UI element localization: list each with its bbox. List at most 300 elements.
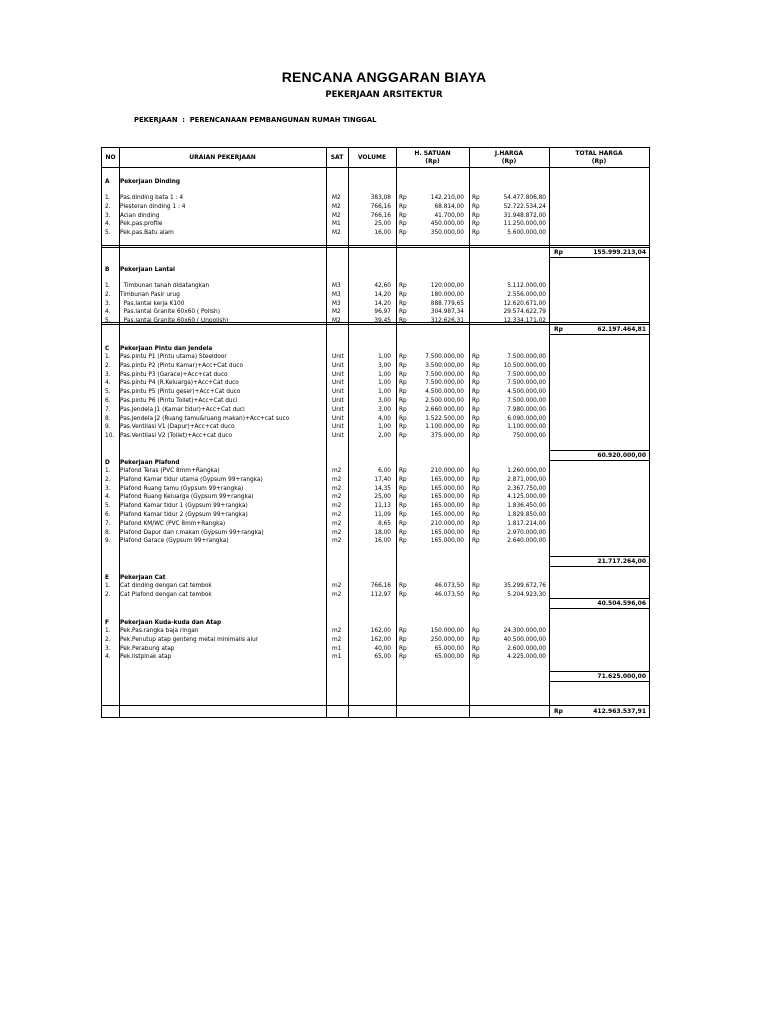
item-description: Pas.pintu P2 (Pintu Kamar)+Acc+Cat duco: [120, 362, 243, 369]
item-currency: Rp: [399, 230, 407, 237]
item-unit-price: 165.000,00: [430, 476, 464, 483]
item-description: Plesteran dinding 1 : 4: [120, 203, 186, 210]
item-amount: 1.829.850,00: [507, 512, 546, 518]
item-description: Pas.Ventilasi V1 (Dapur)+Acc+cat duco: [120, 424, 235, 431]
item-description: Plafond Garace (Gypsum 99+rangka): [120, 538, 229, 545]
subtotal-divider: [549, 257, 649, 258]
item-currency: Rp: [399, 485, 407, 492]
item-unit: m2: [332, 476, 342, 483]
item-volume: 14,20: [374, 300, 391, 307]
item-unit: M2: [332, 203, 341, 210]
subtotal-divider: [549, 671, 649, 672]
item-amount: 4.125.000,00: [507, 494, 546, 501]
table-row: [102, 423, 649, 432]
item-number: 6.: [105, 512, 111, 518]
item-description: Timbunan Pasir urug: [120, 291, 180, 298]
item-number: 3.: [105, 212, 111, 219]
item-unit: m1: [332, 645, 342, 652]
item-unit-price: 165.000,00: [430, 485, 464, 492]
item-number: 3.: [105, 371, 111, 378]
item-volume: 18,00: [374, 529, 391, 536]
item-number: 8.: [105, 529, 111, 536]
item-amount: 2.600.000,00: [507, 645, 546, 652]
item-volume: 112,97: [370, 591, 391, 598]
item-description: Timbunan tanah didatangkan: [120, 283, 210, 289]
item-unit-price: 65.000,00: [434, 645, 464, 652]
item-currency: Rp: [399, 415, 407, 422]
item-currency: Rp: [472, 212, 480, 219]
item-unit: Unit: [332, 415, 344, 422]
item-volume: 25,00: [374, 494, 391, 501]
item-unit: m2: [332, 512, 342, 518]
item-unit: m1: [332, 654, 342, 661]
item-unit: m2: [332, 591, 342, 598]
subtotal-divider: [102, 322, 649, 323]
item-description: Pek.Penutup atap genteng metal minimalis alur: [120, 636, 259, 643]
grand-total-divider: [102, 705, 649, 706]
item-volume: 6,00: [378, 468, 391, 474]
item-number: 1.: [105, 468, 111, 474]
subtotal-divider: [549, 681, 649, 682]
section-header: [102, 266, 649, 275]
section-title: Pekerjaan Lantai: [120, 267, 176, 273]
item-currency: Rp: [399, 654, 407, 661]
table-row: [102, 300, 649, 309]
table-row: [102, 645, 649, 654]
item-amount: 12.334.171,02: [503, 318, 546, 325]
item-unit: m2: [332, 520, 342, 527]
table-row: [102, 388, 649, 397]
item-currency: Rp: [472, 203, 480, 210]
item-number: 5.: [105, 389, 111, 396]
item-unit-price: 120.000,00: [430, 283, 464, 289]
header-no: NO: [105, 154, 116, 161]
section-header: [102, 178, 649, 187]
item-unit: m2: [332, 529, 342, 536]
item-currency: Rp: [399, 476, 407, 483]
table-row: [102, 476, 649, 485]
subtotal-divider: [549, 556, 649, 557]
item-description: Pek.listplnak atap: [120, 654, 172, 661]
header-j-harga-unit: (Rp): [501, 158, 517, 165]
item-amount: 1.260.000,00: [507, 468, 546, 474]
item-unit: M1: [332, 221, 341, 228]
item-unit: M2: [332, 195, 341, 201]
item-currency: Rp: [399, 221, 407, 228]
table-row: [102, 511, 649, 520]
item-unit-price: 450.000,00: [430, 221, 464, 228]
item-unit-price: 7.500.000,00: [425, 371, 464, 378]
item-number: 5.: [105, 230, 111, 237]
item-unit-price: 210.000,00: [430, 520, 464, 527]
grand-total-value: 412.963.537,91: [593, 708, 646, 715]
rab-table: [101, 147, 650, 718]
item-description: Pas.pintu P3 (Garace)+Acc+cat duco: [120, 371, 228, 378]
item-currency: Rp: [399, 529, 407, 536]
item-currency: Rp: [399, 503, 407, 510]
item-currency: Rp: [472, 476, 480, 483]
item-description: Pas.Ventilasi V2 (Toilet)+Acc+cat duco: [120, 433, 233, 440]
item-amount: 750.000,00: [512, 433, 546, 440]
section-title: Pekerjaan Plafond: [120, 460, 180, 466]
section-code: E: [105, 575, 109, 581]
item-currency: Rp: [472, 195, 480, 201]
item-unit-price: 165.000,00: [430, 503, 464, 510]
item-currency: Rp: [472, 389, 480, 396]
section-code: B: [105, 267, 110, 273]
item-currency: Rp: [399, 195, 407, 201]
section-subtotal: [549, 326, 649, 334]
item-description: Pas.lantai Granite 60x60 ( Unpolish): [120, 318, 229, 325]
table-row: [102, 397, 649, 406]
item-currency: Rp: [472, 406, 480, 413]
item-unit: Unit: [332, 354, 344, 360]
table-row: [102, 485, 649, 494]
item-number: 7.: [105, 406, 111, 413]
item-unit-price: 7.500.000,00: [425, 354, 464, 360]
table-row: [102, 229, 649, 238]
section-title: Pekerjaan Pintu dan Jendela: [120, 346, 213, 352]
item-currency: Rp: [399, 636, 407, 643]
item-currency: Rp: [399, 406, 407, 413]
section-title: Pekerjaan Dinding: [120, 179, 180, 185]
item-description: Plafond Kamar tidur utama (Gypsum 99+rangka): [120, 476, 263, 483]
subtotal-divider: [102, 324, 649, 325]
header-h-satuan-unit: (Rp): [425, 158, 440, 165]
section-title: Pekerjaan Cat: [120, 575, 166, 581]
item-currency: Rp: [472, 230, 480, 237]
item-currency: Rp: [472, 415, 480, 422]
subtotal-value: 62.197.464,81: [597, 326, 646, 333]
item-unit-price: 375.000,00: [430, 433, 464, 440]
item-volume: 8,65: [378, 520, 391, 527]
item-number: 10.: [105, 433, 115, 440]
item-unit: m2: [332, 538, 342, 545]
item-number: 8.: [105, 415, 111, 422]
item-amount: 5.204.923,30: [507, 591, 546, 598]
item-volume: 11,09: [374, 512, 391, 518]
item-unit: Unit: [332, 433, 344, 440]
item-currency: Rp: [472, 221, 480, 228]
item-currency: Rp: [472, 494, 480, 501]
document-subtitle: PEKERJAAN ARSITEKTUR: [325, 90, 443, 100]
section-code: F: [105, 620, 109, 626]
item-unit: Unit: [332, 424, 344, 431]
item-unit-price: 150.000,00: [430, 628, 464, 634]
item-unit: m2: [332, 628, 342, 634]
item-currency: Rp: [472, 538, 480, 545]
item-currency: Rp: [399, 371, 407, 378]
header-total-harga-label: TOTAL HARGA: [575, 150, 623, 157]
item-currency: Rp: [399, 318, 407, 325]
table-row: [102, 415, 649, 424]
item-amount: 7.500.000,00: [507, 371, 546, 378]
item-number: 1.: [105, 195, 111, 201]
item-unit-price: 2.660.000,00: [425, 406, 464, 413]
table-row: [102, 653, 649, 662]
item-amount: 2.640.000,00: [507, 538, 546, 545]
item-volume: 16,00: [374, 538, 391, 545]
item-unit: M2: [332, 212, 341, 219]
item-currency: Rp: [399, 468, 407, 474]
item-number: 4.: [105, 494, 111, 501]
item-volume: 4,00: [378, 415, 391, 422]
section-subtotal: [549, 558, 649, 566]
item-amount: 7.500.000,00: [507, 354, 546, 360]
item-volume: 11,13: [374, 503, 391, 510]
item-unit: Unit: [332, 371, 344, 378]
item-amount: 31.948.872,00: [503, 212, 546, 219]
subtotal-currency: Rp: [554, 249, 563, 256]
table-row: [102, 493, 649, 502]
item-unit: M3: [332, 291, 341, 298]
item-amount: 12.620.671,00: [503, 300, 546, 307]
item-description: Plafond Kamar tidur 2 (Gypsum 99+rangka): [120, 512, 248, 518]
item-currency: Rp: [472, 398, 480, 404]
item-volume: 1,00: [378, 424, 391, 431]
item-description: Plafond Kamar tidur 1 (Gypsum 99+rangka): [120, 503, 248, 510]
item-number: 3.: [105, 485, 111, 492]
item-volume: 1,00: [378, 371, 391, 378]
item-currency: Rp: [399, 591, 407, 598]
item-unit: M2: [332, 230, 341, 237]
item-number: 9.: [105, 538, 111, 545]
item-unit: M3: [332, 283, 341, 289]
item-currency: Rp: [472, 529, 480, 536]
item-amount: 1.100.000,00: [507, 424, 546, 431]
section-code: D: [105, 460, 110, 466]
table-row: [102, 627, 649, 636]
item-number: 2.: [105, 203, 111, 210]
header-uraian: URAIAN PEKERJAAN: [189, 154, 256, 161]
item-volume: 42,60: [374, 283, 391, 289]
header-volume: VOLUME: [357, 154, 387, 161]
item-currency: Rp: [399, 291, 407, 298]
item-amount: 2.367.750,00: [507, 485, 546, 492]
header-h-satuan-label: H. SATUAN: [414, 150, 451, 157]
table-row: [102, 371, 649, 380]
item-number: 1.: [105, 628, 111, 634]
item-currency: Rp: [399, 354, 407, 360]
item-description: Pek.pas.Batu alam: [120, 230, 174, 237]
item-volume: 3,00: [378, 398, 391, 404]
item-currency: Rp: [399, 362, 407, 369]
item-unit: m2: [332, 485, 342, 492]
item-currency: Rp: [472, 583, 480, 589]
item-unit-price: 46.073,50: [434, 591, 464, 598]
item-volume: 3,00: [378, 406, 391, 413]
subtotal-divider: [549, 566, 649, 567]
item-amount: 7.980.000,00: [507, 406, 546, 413]
item-currency: Rp: [472, 512, 480, 518]
item-currency: Rp: [399, 512, 407, 518]
item-amount: 10.500.000,00: [503, 362, 546, 369]
item-volume: 1,00: [378, 354, 391, 360]
item-number: 4.: [105, 309, 111, 316]
subtotal-divider: [549, 334, 649, 335]
item-currency: Rp: [399, 283, 407, 289]
item-unit-price: 2.500.000,00: [425, 398, 464, 404]
item-volume: 383,08: [370, 195, 391, 201]
item-unit: m2: [332, 494, 342, 501]
item-volume: 40,00: [374, 645, 391, 652]
item-unit-price: 7.500.000,00: [425, 380, 464, 387]
item-volume: 14,20: [374, 291, 391, 298]
item-unit: M2: [332, 318, 341, 325]
item-volume: 17,40: [374, 476, 391, 483]
item-description: Plafond KM/WC (PVC 8mm+Rangka): [120, 520, 226, 527]
item-currency: Rp: [399, 203, 407, 210]
item-description: Pek.Pas.rangka baja ringan: [120, 628, 199, 634]
item-unit: M3: [332, 300, 341, 307]
section-title: Pekerjaan Kuda-kuda dan Atap: [120, 620, 222, 626]
item-amount: 29.574.622,79: [503, 309, 546, 316]
item-volume: 3,00: [378, 362, 391, 369]
item-currency: Rp: [472, 645, 480, 652]
item-currency: Rp: [472, 433, 480, 440]
item-amount: 1.836.450,00: [507, 503, 546, 510]
item-description: Plafond Teras (PVC 8mm+Rangka): [120, 468, 220, 474]
item-amount: 4.500.000,00: [507, 389, 546, 396]
table-row: [102, 379, 649, 388]
table-row: [102, 282, 649, 291]
item-volume: 39,45: [374, 318, 391, 325]
section-subtotal: [549, 249, 649, 257]
document-title: RENCANA ANGGARAN BIAYA: [281, 69, 487, 85]
item-currency: Rp: [399, 380, 407, 387]
subtotal-divider: [549, 598, 649, 599]
table-row: [102, 362, 649, 371]
item-currency: Rp: [399, 538, 407, 545]
item-currency: Rp: [472, 362, 480, 369]
item-volume: 162,00: [370, 628, 391, 634]
item-number: 1.: [105, 354, 111, 360]
item-volume: 65,00: [374, 654, 391, 661]
item-amount: 7.500.000,00: [507, 398, 546, 404]
item-unit: Unit: [332, 380, 344, 387]
item-number: 5.: [105, 503, 111, 510]
table-row: [102, 520, 649, 529]
item-amount: 24.300.000,00: [503, 628, 546, 634]
item-currency: Rp: [472, 503, 480, 510]
item-currency: Rp: [472, 628, 480, 634]
item-description: Pek.pas.profile: [120, 221, 163, 228]
item-description: Pas.pintu P6 (Pintu Toilet)+Acc+Cat duci: [120, 398, 238, 404]
table-row: [102, 203, 649, 212]
item-number: 6.: [105, 398, 111, 404]
subtotal-value: 155.999.213,04: [593, 249, 646, 256]
table-row: [102, 636, 649, 645]
header-total-harga-unit: (Rp): [591, 158, 607, 165]
item-unit-price: 46.073,50: [434, 583, 464, 589]
item-description: Plafond Ruang Keluarga (Gypsum 99+rangka): [120, 494, 254, 501]
item-description: Cat Plafond dengan cat tembok: [120, 591, 212, 598]
table-row: [102, 291, 649, 300]
table-row: [102, 212, 649, 221]
item-unit: m2: [332, 583, 342, 589]
item-description: Pas.lantai kerja K100: [120, 300, 185, 307]
item-volume: 14,35: [374, 485, 391, 492]
item-amount: 5.600.000,00: [507, 230, 546, 237]
item-unit-price: 142.210,00: [430, 195, 464, 201]
subtotal-value: 71.625.000,00: [597, 673, 646, 680]
item-amount: 2.556.000,00: [507, 291, 546, 298]
item-number: 3.: [105, 645, 111, 652]
subtotal-value: 21.717.264,00: [597, 558, 646, 565]
item-volume: 162,00: [370, 636, 391, 643]
item-currency: Rp: [472, 424, 480, 431]
item-currency: Rp: [399, 645, 407, 652]
table-row: [102, 353, 649, 362]
item-currency: Rp: [399, 424, 407, 431]
item-unit: Unit: [332, 389, 344, 396]
item-unit: m2: [332, 636, 342, 643]
item-currency: Rp: [472, 468, 480, 474]
item-currency: Rp: [399, 389, 407, 396]
item-unit-price: 65.000,00: [434, 654, 464, 661]
item-unit-price: 41.700,00: [434, 212, 464, 219]
item-unit-price: 165.000,00: [430, 529, 464, 536]
table-row: [102, 582, 649, 591]
subtotal-divider: [549, 450, 649, 451]
table-row: [102, 432, 649, 441]
subtotal-divider: [102, 245, 649, 246]
item-currency: Rp: [472, 636, 480, 643]
item-number: 4.: [105, 654, 111, 661]
item-currency: Rp: [399, 212, 407, 219]
item-amount: 6.090.000,00: [507, 415, 546, 422]
item-description: Pas.lantai Granite 60x60 ( Polish): [120, 309, 220, 316]
section-subtotal: [549, 673, 649, 681]
item-currency: Rp: [472, 520, 480, 527]
item-amount: 4.225.000,00: [507, 654, 546, 661]
table-row: [102, 194, 649, 203]
item-number: 2.: [105, 291, 111, 298]
item-description: Pas.dinding bata 1 : 4: [120, 195, 184, 201]
item-currency: Rp: [472, 591, 480, 598]
item-volume: 766,16: [370, 212, 391, 219]
item-unit-price: 3.500.000,00: [425, 362, 464, 369]
item-unit: M2: [332, 309, 341, 316]
table-row: [102, 502, 649, 511]
item-volume: 1,00: [378, 380, 391, 387]
item-unit-price: 165.000,00: [430, 494, 464, 501]
header-sat: SAT: [330, 154, 344, 161]
item-volume: 766,16: [370, 203, 391, 210]
item-currency: Rp: [399, 398, 407, 404]
table-row: [102, 467, 649, 476]
item-unit-price: 888.779,65: [430, 300, 464, 307]
item-currency: Rp: [399, 433, 407, 440]
item-volume: 766,16: [370, 583, 391, 589]
item-amount: 1.817.214,00: [507, 520, 546, 527]
item-unit-price: 165.000,00: [430, 512, 464, 518]
item-description: Acian dinding: [120, 212, 160, 219]
subtotal-divider: [549, 608, 649, 609]
item-currency: Rp: [472, 354, 480, 360]
item-unit-price: 68.814,00: [434, 203, 464, 210]
item-number: 1.: [105, 583, 111, 589]
item-number: 2.: [105, 636, 111, 643]
item-unit-price: 1.100.000,00: [425, 424, 464, 431]
item-description: Pas.Jendela J2 (Ruang tamu&ruang makan)+Acc+cat suco: [120, 415, 290, 422]
item-unit-price: 210.000,00: [430, 468, 464, 474]
item-unit-price: 312.626,31: [430, 318, 464, 325]
table-row: [102, 308, 649, 317]
item-amount: 52.722.534,24: [503, 203, 546, 210]
item-unit: Unit: [332, 362, 344, 369]
table-row: [102, 220, 649, 229]
